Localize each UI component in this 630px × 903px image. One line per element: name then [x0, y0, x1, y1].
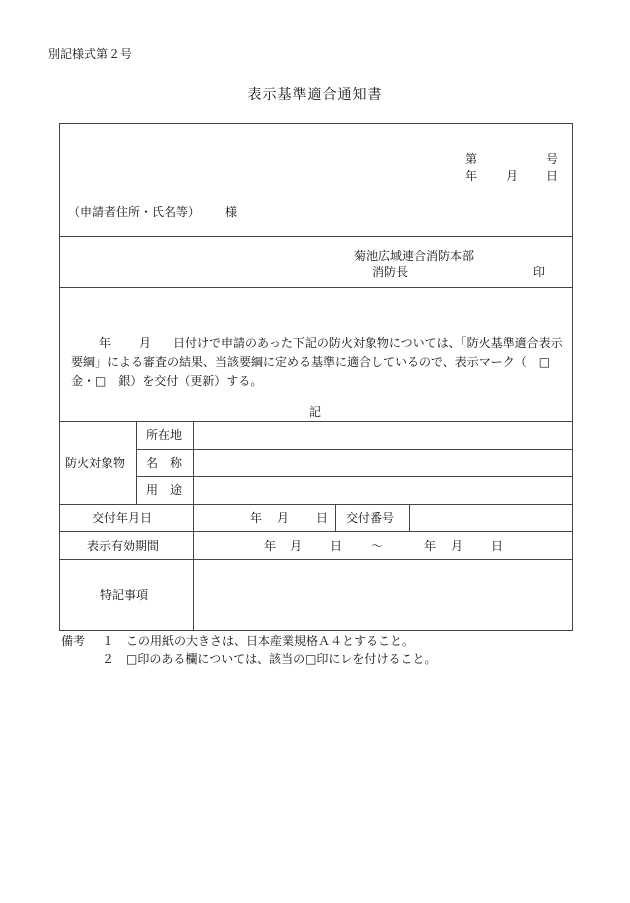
divider-issue-number-right — [409, 504, 410, 531]
address-label: 所在地 — [146, 428, 183, 442]
divider-issue-number-left — [335, 504, 336, 531]
divider-name — [136, 476, 573, 477]
date-day: 日 — [546, 169, 559, 183]
issuer-title: 消防長 — [372, 265, 409, 279]
issue-year: 年 — [250, 511, 263, 525]
number-suffix: 号 — [546, 152, 559, 166]
issue-day: 日 — [316, 511, 329, 525]
date-month: 月 — [506, 169, 519, 183]
notes-label: 備考 — [61, 634, 86, 648]
applicant-label: （申請者住所・氏名等） — [68, 205, 201, 219]
validity-to-month: 月 — [451, 539, 464, 553]
divider-group — [136, 421, 137, 504]
note-2-text: □印のある欄については、該当の□印にレを付けること。 — [126, 652, 437, 666]
issue-number-label: 交付番号 — [346, 511, 395, 525]
document-title: 表示基準適合通知書 — [247, 87, 383, 103]
note-1-text: この用紙の大きさは、日本産業規格Ａ４とすること。 — [126, 634, 415, 648]
validity-to-day: 日 — [491, 539, 504, 553]
body-main-text: 日付けで申請のあった下記の防火対象物については、「防火基準適合表示要綱」による審査の結果、当該要綱に定める基準に適合しているので、表示マーク（ □ 金・□ 銀）を交付（更新）する。 — [71, 336, 563, 388]
validity-from-month: 月 — [290, 539, 303, 553]
date-year: 年 — [465, 169, 478, 183]
use-label: 用 途 — [146, 483, 183, 497]
divider-validity — [59, 559, 573, 560]
validity-label: 表示有効期間 — [87, 539, 160, 553]
divider-use — [59, 504, 573, 505]
divider-label-col — [193, 421, 194, 631]
issue-date-label: 交付年月日 — [92, 511, 153, 525]
divider-address — [136, 449, 573, 450]
note-2-number: ２ — [102, 652, 115, 666]
validity-from-year: 年 — [264, 539, 277, 553]
remarks-label: 特記事項 — [100, 588, 149, 602]
ki-label: 記 — [309, 405, 322, 419]
issuer-organization: 菊池広域連合消防本部 — [354, 249, 475, 263]
number-prefix: 第 — [465, 152, 478, 166]
divider-header — [59, 236, 573, 237]
issuer-seal: 印 — [533, 265, 546, 279]
issue-month: 月 — [277, 511, 290, 525]
divider-issue — [59, 531, 573, 532]
name-label: 名 称 — [146, 456, 183, 470]
notice-body — [71, 334, 565, 391]
validity-from-day: 日 — [330, 539, 343, 553]
note-1-number: １ — [102, 634, 115, 648]
body-month: 月 — [139, 336, 152, 350]
fire-target-group-label: 防火対象物 — [65, 456, 126, 470]
form-number: 別記様式第２号 — [48, 47, 133, 61]
divider-issuer — [59, 287, 573, 288]
applicant-honorific: 様 — [225, 205, 238, 219]
validity-to-year: 年 — [424, 539, 437, 553]
body-year: 年 — [99, 336, 112, 350]
validity-tilde: ～ — [371, 539, 384, 553]
